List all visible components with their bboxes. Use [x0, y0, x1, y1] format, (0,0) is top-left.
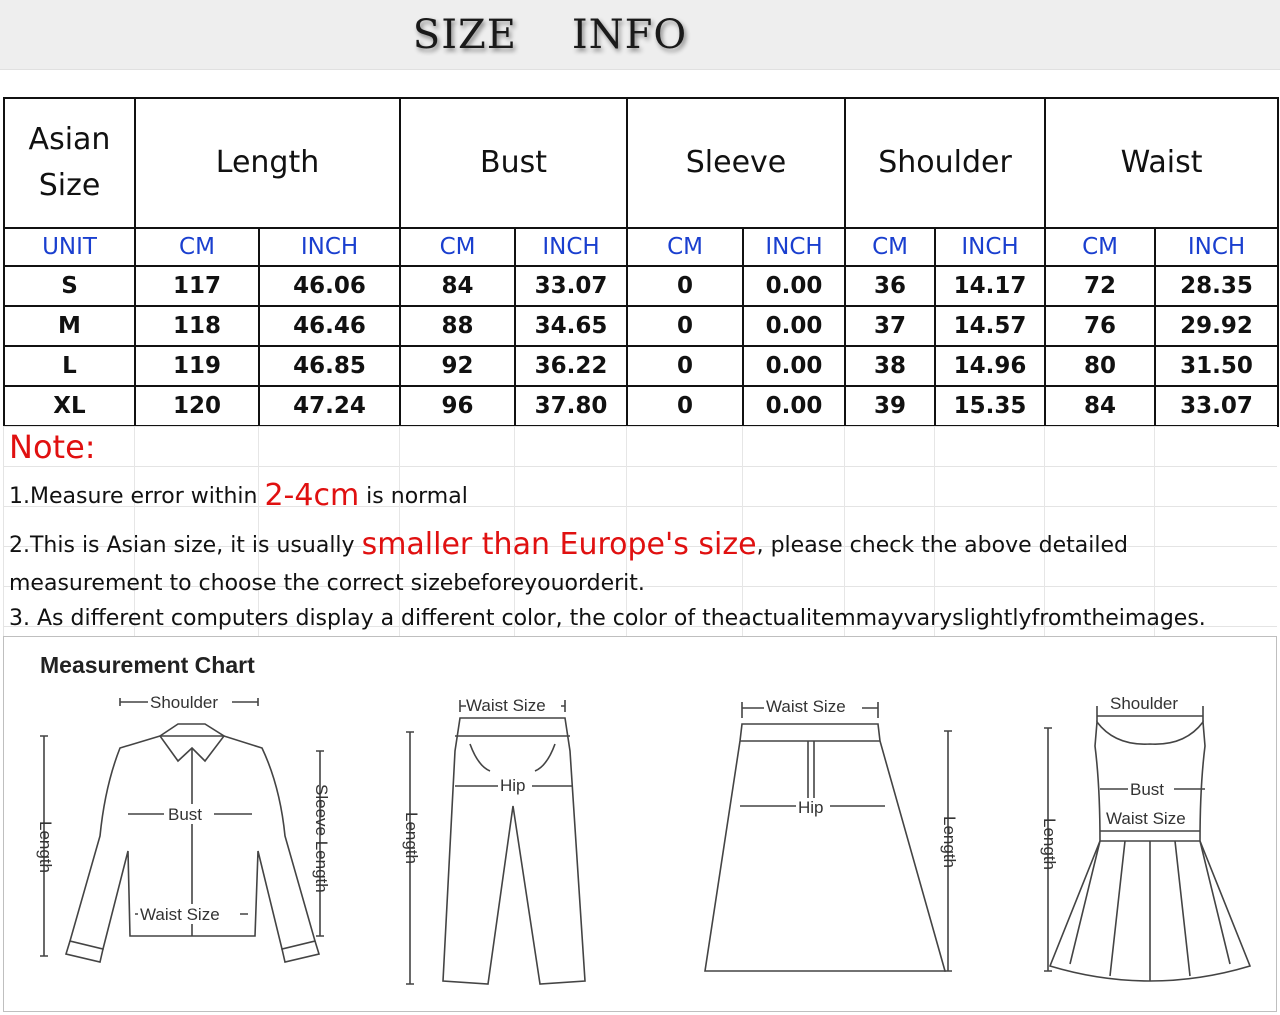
value-cell: 28.35	[1155, 266, 1278, 306]
header-shoulder: Shoulder	[845, 98, 1045, 228]
table-row	[4, 346, 1278, 386]
value-cell: 0.00	[743, 346, 845, 386]
value-cell: 0	[627, 306, 743, 346]
header-sleeve: Sleeve	[627, 98, 845, 228]
shirt-bust-label: Bust	[168, 805, 203, 824]
value-cell: 84	[400, 266, 515, 306]
value-cell: 14.57	[935, 306, 1045, 346]
value-cell: 118	[135, 306, 259, 346]
size-cell: M	[4, 306, 135, 346]
skirt-hip-label: Hip	[798, 798, 824, 817]
dress-shoulder-label: Shoulder	[1110, 694, 1179, 713]
pants-length-label: Length	[402, 812, 421, 864]
table-row	[4, 266, 1278, 306]
value-cell: 38	[845, 346, 935, 386]
table-row	[4, 306, 1278, 346]
shirt-waist-label: Waist Size	[140, 905, 220, 924]
skirt-waist-label: Waist Size	[766, 697, 846, 716]
units-row	[4, 228, 1278, 266]
value-cell: 14.17	[935, 266, 1045, 306]
value-cell: 76	[1045, 306, 1155, 346]
value-cell: 36	[845, 266, 935, 306]
dress-length-label: Length	[1040, 818, 1059, 870]
value-cell: 96	[400, 386, 515, 426]
size-table	[3, 97, 1279, 427]
value-cell: 15.35	[935, 386, 1045, 426]
value-cell: 0	[627, 346, 743, 386]
value-cell: 33.07	[515, 266, 627, 306]
unit-cell: CM	[1045, 228, 1155, 266]
value-cell: 46.46	[259, 306, 400, 346]
header-asian-size: Asian Size	[4, 98, 135, 228]
value-cell: 46.85	[259, 346, 400, 386]
header-length: Length	[135, 98, 400, 228]
page-title: SIZE INFO	[412, 12, 688, 58]
dress-waist-label: Waist Size	[1106, 809, 1186, 828]
note-line-2-continued: measurement to choose the correct sizebeforeyouorderit.	[9, 571, 645, 596]
value-cell: 88	[400, 306, 515, 346]
value-cell: 34.65	[515, 306, 627, 346]
value-cell: 37.80	[515, 386, 627, 426]
unit-cell: INCH	[935, 228, 1045, 266]
value-cell: 72	[1045, 266, 1155, 306]
value-cell: 39	[845, 386, 935, 426]
pants-illustration	[406, 700, 585, 984]
value-cell: 37	[845, 306, 935, 346]
dress-bust-label: Bust	[1130, 780, 1165, 799]
unit-cell: CM	[627, 228, 743, 266]
value-cell: 33.07	[1155, 386, 1278, 426]
value-cell: 80	[1045, 346, 1155, 386]
unit-cell: INCH	[515, 228, 627, 266]
note-line-3: 3. As different computers display a different color, the color of theactualitemmayvaryslightlyfromtheimages.	[9, 606, 1206, 631]
header-bust: Bust	[400, 98, 627, 228]
value-cell: 0	[627, 386, 743, 426]
value-cell: 46.06	[259, 266, 400, 306]
unit-cell: UNIT	[4, 228, 135, 266]
note-title: Note:	[9, 428, 96, 466]
size-cell: XL	[4, 386, 135, 426]
header-row	[4, 98, 1278, 228]
unit-cell: CM	[845, 228, 935, 266]
value-cell: 119	[135, 346, 259, 386]
value-cell: 0.00	[743, 386, 845, 426]
size-cell: S	[4, 266, 135, 306]
table-row	[4, 386, 1278, 426]
value-cell: 117	[135, 266, 259, 306]
dress-illustration	[1044, 706, 1250, 981]
size-cell: L	[4, 346, 135, 386]
shirt-sleeve-label: Sleeve Length	[312, 784, 331, 893]
header-waist: Waist	[1045, 98, 1278, 228]
value-cell: 120	[135, 386, 259, 426]
skirt-illustration	[705, 702, 952, 971]
note-line-1: 1.Measure error within 2-4cm is normal	[9, 478, 468, 513]
shirt-shoulder-label: Shoulder	[150, 693, 219, 712]
measurement-illustrations	[0, 636, 1280, 1012]
title-band	[0, 0, 1280, 70]
note-line-2: 2.This is Asian size, it is usually smaller than Europe's size, please check the above detailed	[9, 527, 1128, 562]
measurement-title: Measurement Chart	[40, 652, 255, 678]
value-cell: 0	[627, 266, 743, 306]
value-cell: 92	[400, 346, 515, 386]
unit-cell: INCH	[259, 228, 400, 266]
unit-cell: INCH	[1155, 228, 1278, 266]
pants-waist-label: Waist Size	[466, 696, 546, 715]
value-cell: 31.50	[1155, 346, 1278, 386]
value-cell: 29.92	[1155, 306, 1278, 346]
value-cell: 84	[1045, 386, 1155, 426]
pants-hip-label: Hip	[500, 776, 526, 795]
value-cell: 14.96	[935, 346, 1045, 386]
unit-cell: CM	[400, 228, 515, 266]
value-cell: 47.24	[259, 386, 400, 426]
value-cell: 0.00	[743, 266, 845, 306]
skirt-length-label: Length	[940, 816, 959, 868]
unit-cell: CM	[135, 228, 259, 266]
shirt-length-label: Length	[36, 821, 55, 873]
unit-cell: INCH	[743, 228, 845, 266]
value-cell: 0.00	[743, 306, 845, 346]
value-cell: 36.22	[515, 346, 627, 386]
